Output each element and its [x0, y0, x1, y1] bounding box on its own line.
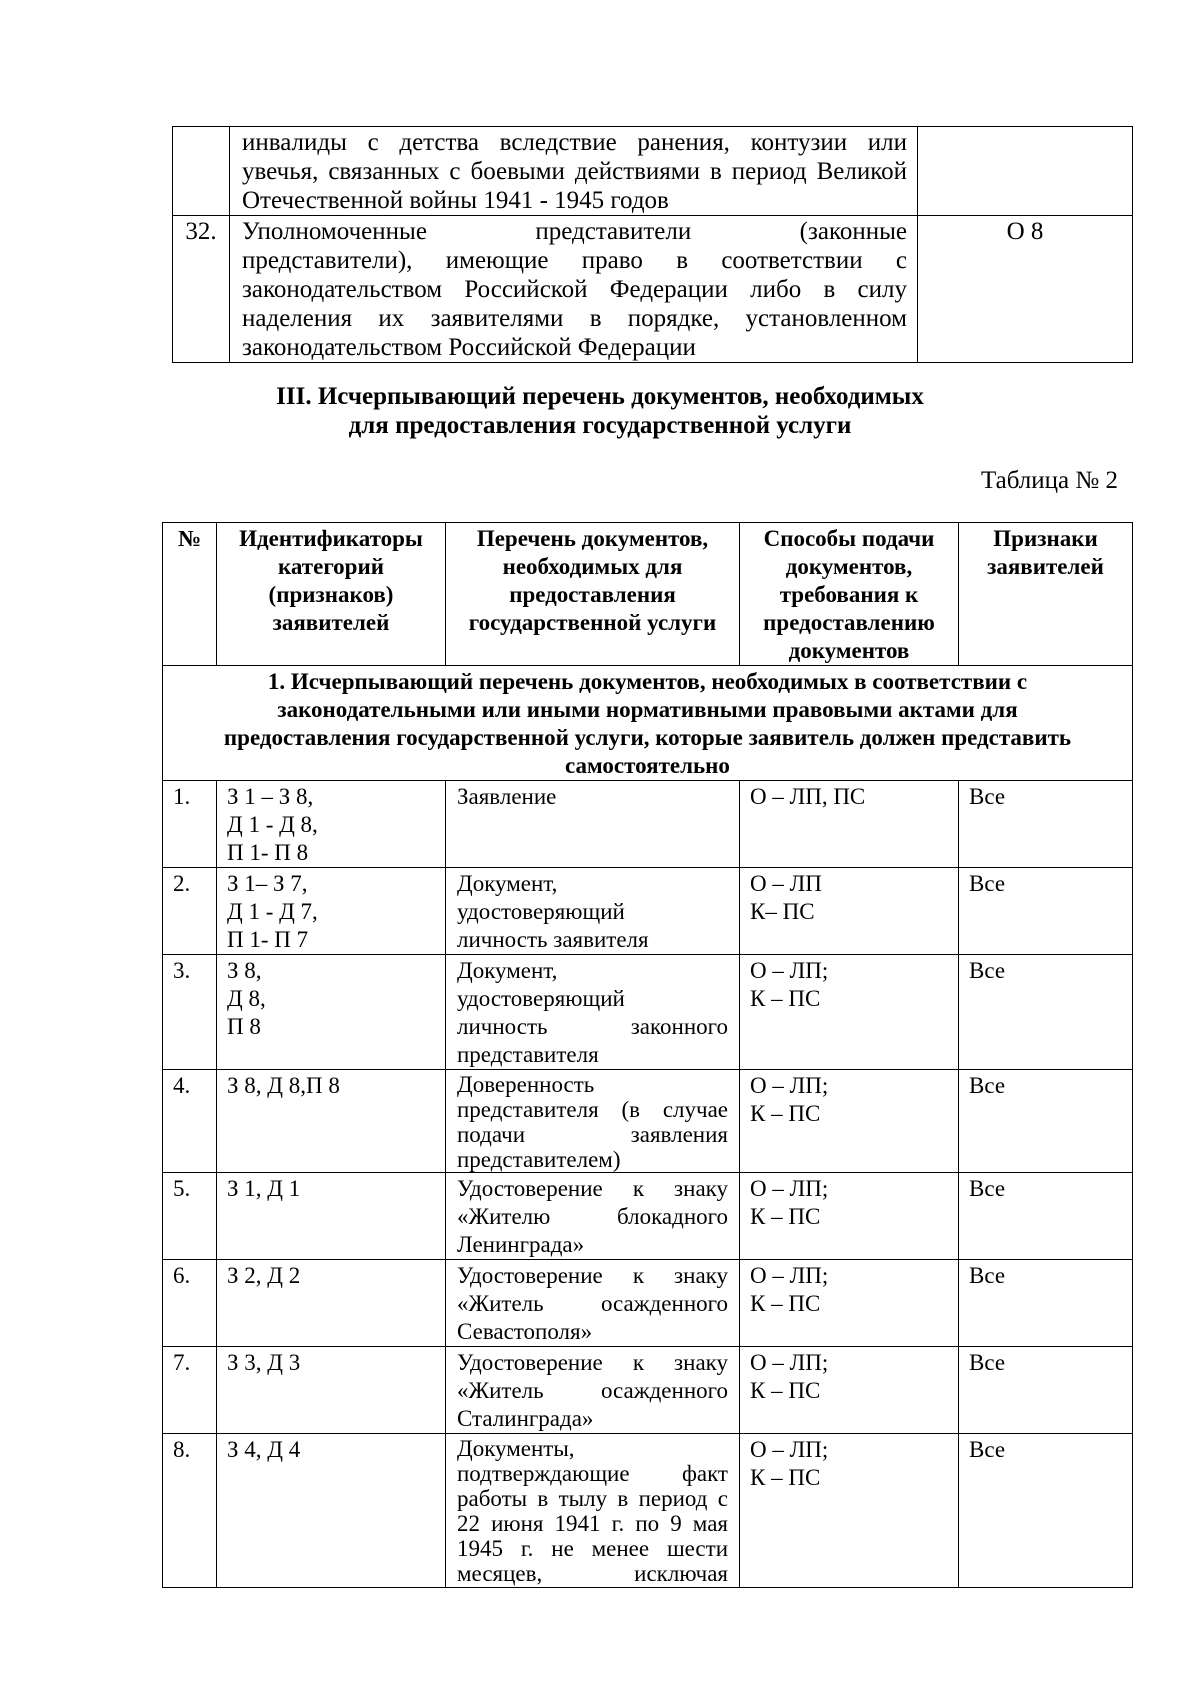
documents-table — [162, 522, 1133, 1588]
table-row — [173, 216, 1133, 363]
row-document: Заявление — [446, 781, 740, 868]
table-row — [163, 1173, 1133, 1260]
row-identifiers: З 8, Д 8, П 8 — [217, 955, 446, 1070]
row-identifiers: З 1 – З 8, Д 1 - Д 8, П 1- П 8 — [217, 781, 446, 868]
table-row — [163, 868, 1133, 955]
row-number: 32. — [173, 216, 230, 363]
row-number: 8. — [163, 1434, 217, 1588]
row-applicant-signs: Все — [959, 955, 1133, 1070]
header-applicant-signs: Признаки заявителей — [959, 523, 1133, 666]
row-document: Удостоверение к знаку «Житель осажденного Севастополя» — [446, 1260, 740, 1347]
section-heading-line-2: для предоставления государственной услуги — [348, 412, 852, 439]
section-heading-line-1: III. Исчерпывающий перечень документов, необходимых — [276, 383, 924, 410]
row-submission-methods: О – ЛП, ПС — [740, 781, 959, 868]
row-submission-methods: О – ЛП; К – ПС — [740, 1070, 959, 1173]
table-row — [173, 127, 1133, 216]
row-number: 1. — [163, 781, 217, 868]
row-applicant-signs: Все — [959, 781, 1133, 868]
applicant-categories-table-continuation — [172, 126, 1133, 363]
row-identifiers: З 1, Д 1 — [217, 1173, 446, 1260]
row-number: 5. — [163, 1173, 217, 1260]
row-number: 6. — [163, 1260, 217, 1347]
table-row — [163, 1434, 1133, 1588]
header-number: № — [163, 523, 217, 666]
category-code — [918, 127, 1133, 216]
row-document: Документ, удостоверяющий личность заявителя — [446, 868, 740, 955]
table-row — [163, 955, 1133, 1070]
row-applicant-signs: Все — [959, 868, 1133, 955]
row-applicant-signs: Все — [959, 1347, 1133, 1434]
table-row — [163, 1260, 1133, 1347]
category-description: инвалиды с детства вследствие ранения, контузии или увечья, связанных с боевыми действиями в период Великой Отечественной войны 1941 - 1945 годов — [230, 127, 918, 216]
row-document: Документ, удостоверяющий личность законного представителя — [446, 955, 740, 1070]
section-heading — [140, 382, 1060, 440]
row-number: 2. — [163, 868, 217, 955]
table-row — [163, 781, 1133, 868]
table-header-row — [163, 523, 1133, 666]
row-applicant-signs: Все — [959, 1260, 1133, 1347]
category-description: Уполномоченные представители (законные представители), имеющие право в соответствии с законодательством Российской Федерации либо в силу наделения их заявителями в порядке, установленном законодательством Российской Федерации — [230, 216, 918, 363]
table-number-label: Таблица № 2 — [980, 467, 1118, 494]
category-code: О 8 — [918, 216, 1133, 363]
row-applicant-signs: Все — [959, 1434, 1133, 1588]
row-submission-methods: О – ЛП; К – ПС — [740, 1173, 959, 1260]
section-title-row — [163, 666, 1133, 781]
row-document: Удостоверение к знаку «Житель осажденного Сталинграда» — [446, 1347, 740, 1434]
row-document: Документы, подтверждающие факт работы в тылу в период с 22 июня 1941 г. по 9 мая 1945 г. не менее шести месяцев, исключая — [446, 1434, 740, 1588]
row-submission-methods: О – ЛП; К – ПС — [740, 1260, 959, 1347]
row-submission-methods: О – ЛП; К – ПС — [740, 1347, 959, 1434]
row-identifiers: З 2, Д 2 — [217, 1260, 446, 1347]
row-submission-methods: О – ЛП К– ПС — [740, 868, 959, 955]
row-number — [173, 127, 230, 216]
section-title: 1. Исчерпывающий перечень документов, необходимых в соответствии с законодательными или иными нормативными правовыми актами для предоставления государственной услуги, которые заявитель должен представить самостоятельно — [163, 666, 1133, 781]
row-number: 7. — [163, 1347, 217, 1434]
row-number: 3. — [163, 955, 217, 1070]
header-submission-methods: Способы подачи документов, требования к предоставлению документов — [740, 523, 959, 666]
row-submission-methods: О – ЛП; К – ПС — [740, 955, 959, 1070]
row-submission-methods: О – ЛП; К – ПС — [740, 1434, 959, 1588]
row-applicant-signs: Все — [959, 1173, 1133, 1260]
table-row — [163, 1347, 1133, 1434]
row-identifiers: З 8, Д 8,П 8 — [217, 1070, 446, 1173]
row-identifiers: З 3, Д 3 — [217, 1347, 446, 1434]
row-document: Удостоверение к знаку «Жителю блокадного Ленинграда» — [446, 1173, 740, 1260]
table-row — [163, 1070, 1133, 1173]
row-applicant-signs: Все — [959, 1070, 1133, 1173]
header-identifiers: Идентификаторы категорий (признаков) заявителей — [217, 523, 446, 666]
row-number: 4. — [163, 1070, 217, 1173]
row-identifiers: З 1– З 7, Д 1 - Д 7, П 1- П 7 — [217, 868, 446, 955]
row-identifiers: З 4, Д 4 — [217, 1434, 446, 1588]
row-document: Доверенность представителя (в случае подачи заявления представителем) — [446, 1070, 740, 1173]
header-documents: Перечень документов, необходимых для предоставления государственной услуги — [446, 523, 740, 666]
